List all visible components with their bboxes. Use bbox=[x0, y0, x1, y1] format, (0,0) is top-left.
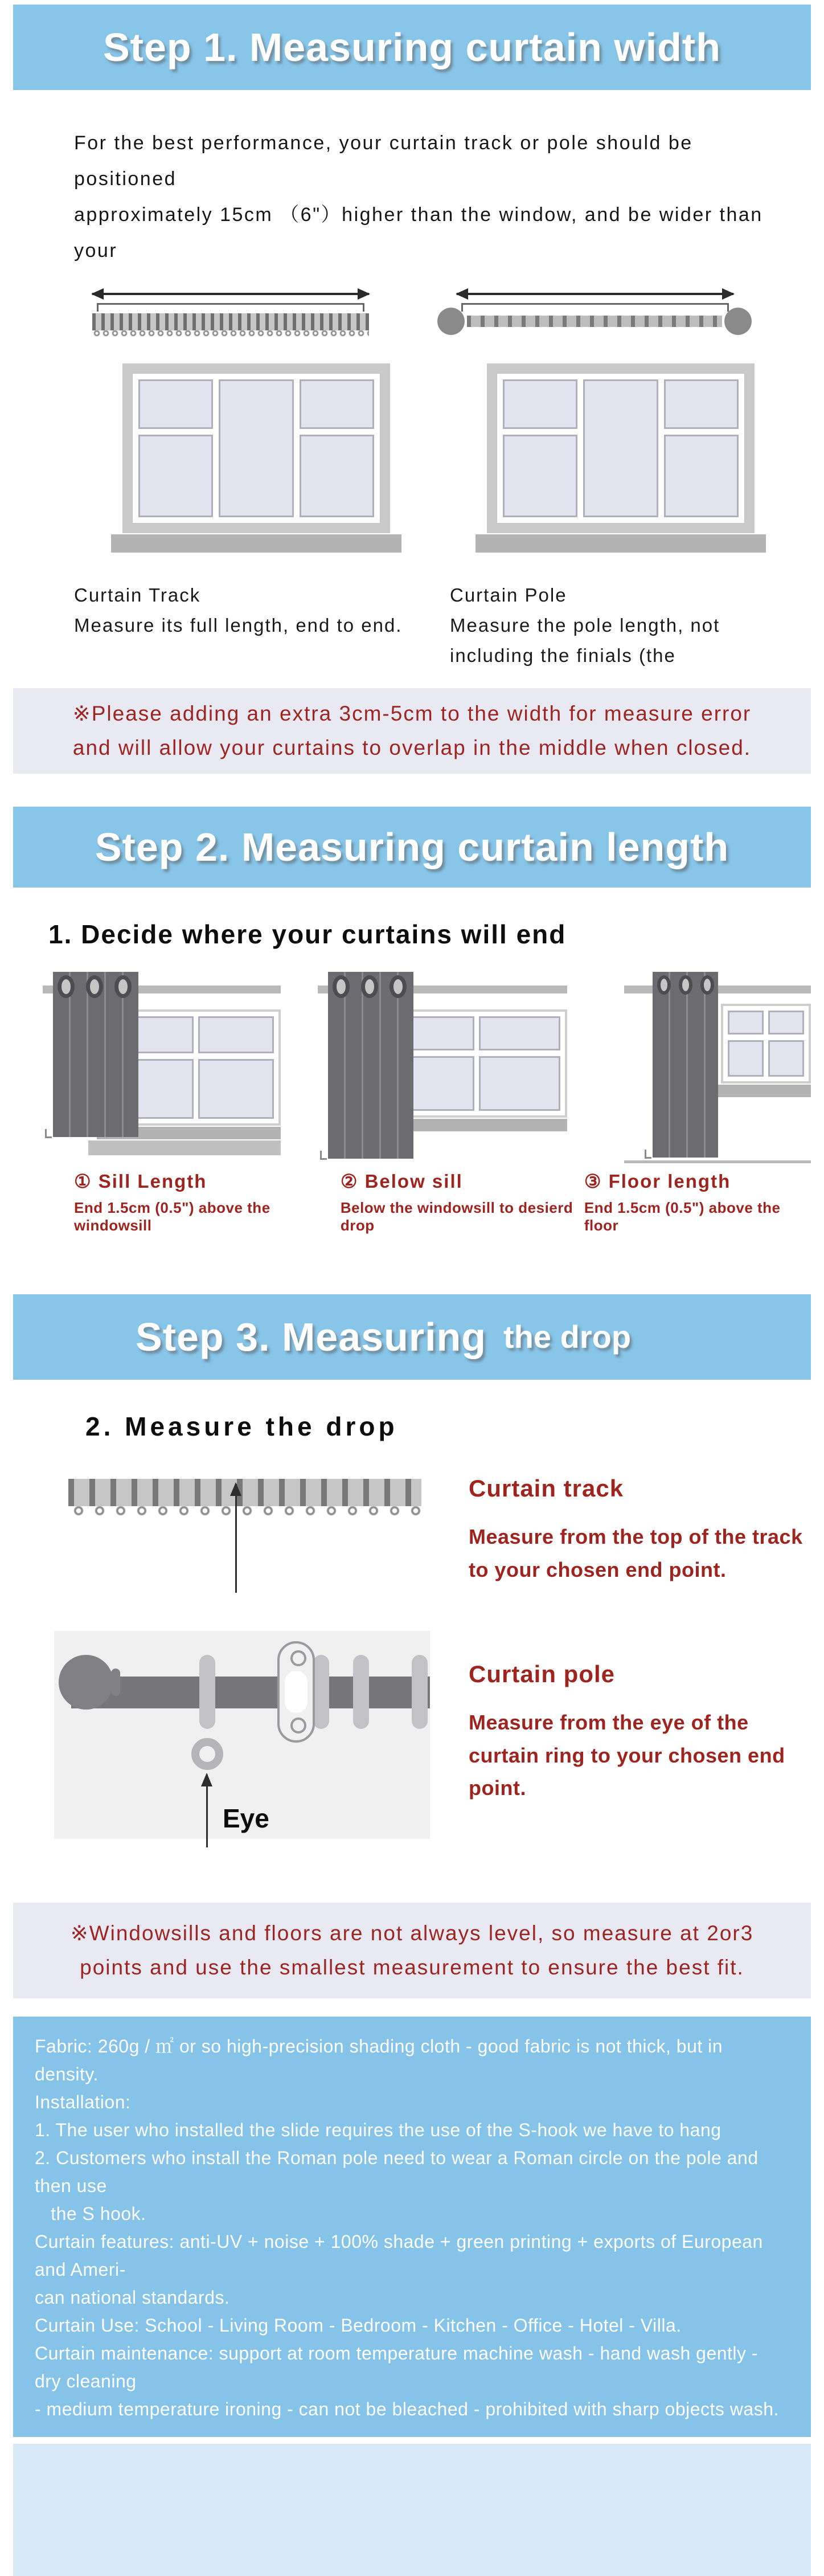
product-details-block bbox=[13, 2017, 811, 2437]
footer-line: can national standards. bbox=[35, 2287, 230, 2308]
curtain-ring-graphic bbox=[199, 1655, 215, 1729]
step3-banner-subtitle: the drop bbox=[503, 1319, 632, 1355]
measure-tick bbox=[45, 1129, 52, 1138]
step1-banner bbox=[13, 5, 811, 90]
footer-line: Curtain maintenance: support at room temperature machine wash - hand wash gently - dry cleaning bbox=[35, 2342, 764, 2391]
below-sill-caption bbox=[341, 1170, 584, 1234]
footer-line: Fabric: 260g / ㎡ or so high-precision shading cloth - good fabric is not thick, but in density. bbox=[35, 2035, 728, 2084]
footer-line: Installation: bbox=[35, 2091, 131, 2112]
intro-line-2: approximately 15cm （6"）higher than the window, and be wider than your bbox=[74, 203, 763, 261]
window-pane bbox=[479, 1056, 560, 1111]
step2-banner bbox=[13, 807, 811, 888]
curtain-track-caption bbox=[74, 580, 450, 671]
curtain-graphic bbox=[53, 972, 138, 1137]
step1-captions bbox=[13, 580, 811, 671]
step1-banner-title: Step 1. Measuring curtain width bbox=[103, 25, 721, 69]
footer-line: Curtain features: anti-UV + noise + 100% shade + green printing + exports of European and Ameri- bbox=[35, 2231, 769, 2280]
curtain-length-diagrams bbox=[13, 964, 811, 1163]
measure-bracket bbox=[461, 303, 729, 312]
window-pane bbox=[198, 1016, 274, 1053]
drop-arrow-icon bbox=[235, 1484, 237, 1593]
footer-line: Curtain Use: School - Living Room - Bedroom - Kitchen - Office - Hotel - Villa. bbox=[35, 2315, 682, 2336]
curtain-graphic bbox=[328, 972, 413, 1159]
floor-length-caption bbox=[584, 1170, 811, 1234]
footer-line: - medium temperature ironing - can not be bleached - prohibited with sharp objects wash. bbox=[35, 2398, 779, 2419]
pale-blue-footer-strip bbox=[13, 2444, 811, 2576]
curtain-track-caption-title: Curtain Track bbox=[74, 584, 201, 606]
eye-label: Eye bbox=[223, 1803, 269, 1833]
curtain-track-graphic bbox=[68, 1479, 421, 1506]
curtain-pole-caption bbox=[450, 580, 780, 671]
grommet-icon bbox=[657, 975, 671, 995]
window-pane bbox=[583, 379, 658, 517]
window-pane bbox=[664, 435, 739, 517]
step3-banner-title: Step 3. Measuring bbox=[136, 1314, 487, 1359]
sill-length-title: ① Sill Length bbox=[74, 1170, 207, 1192]
curtain-pole-text bbox=[469, 1661, 810, 1805]
pole-finial-icon bbox=[59, 1655, 113, 1710]
curtain-ring-graphic bbox=[412, 1655, 428, 1729]
floor-length-diagram bbox=[624, 964, 811, 1163]
window-pane bbox=[138, 435, 213, 517]
grommet-icon bbox=[390, 975, 407, 998]
note-line-2: and will allow your curtains to overlap in the middle when closed. bbox=[72, 735, 752, 759]
note-line-1: ※Windowsills and floors are not always level, so measure at 2or3 bbox=[70, 1921, 754, 1945]
pole-neck-graphic bbox=[111, 1669, 120, 1696]
grommet-icon bbox=[114, 975, 132, 998]
windowsill-graphic bbox=[111, 534, 401, 553]
note-line-2: points and use the smallest measurement to ensure the best fit. bbox=[80, 1955, 744, 1979]
footer-line: 2. Customers who install the Roman pole need to wear a Roman circle on the pole and then use bbox=[35, 2147, 764, 2196]
window-diagram-row bbox=[13, 277, 811, 569]
width-measure-note bbox=[13, 688, 811, 774]
window-pane bbox=[503, 379, 577, 429]
window-pane bbox=[768, 1040, 804, 1077]
curtain-ring-graphic bbox=[353, 1655, 369, 1729]
curtain-track-title: Curtain track bbox=[469, 1474, 624, 1502]
curtain-pole-caption-title: Curtain Pole bbox=[450, 584, 567, 606]
track-drop-section bbox=[13, 1459, 811, 1596]
pole-drop-section bbox=[13, 1631, 811, 1843]
measure-bracket bbox=[97, 303, 364, 312]
window-pane bbox=[728, 1040, 764, 1077]
curtain-track-caption-body: Measure its full length, end to end. bbox=[74, 615, 403, 636]
curtain-pole-body: Measure from the eye of the curtain ring to your chosen end point. bbox=[469, 1710, 785, 1800]
curtain-graphic bbox=[653, 972, 718, 1158]
step2-banner-title: Step 2. Measuring curtain length bbox=[95, 824, 729, 869]
window-graphic bbox=[721, 1004, 811, 1083]
curtain-track-diagram bbox=[57, 277, 410, 569]
eye-arrow-icon bbox=[206, 1774, 208, 1847]
curtain-track-body: Measure from the top of the track to your chosen end point. bbox=[469, 1524, 803, 1581]
sill-length-body: End 1.5cm (0.5") above the windowsill bbox=[74, 1199, 270, 1234]
step3-banner bbox=[13, 1294, 811, 1380]
window-pane bbox=[219, 379, 293, 517]
curtain-pole-diagram bbox=[421, 277, 774, 569]
step1-intro-text bbox=[74, 125, 790, 269]
wall-bracket-slot bbox=[285, 1671, 308, 1713]
curtain-pole-graphic bbox=[467, 316, 722, 327]
measure-tick bbox=[645, 1150, 651, 1159]
windowsill-graphic bbox=[475, 534, 766, 553]
sill-base-graphic bbox=[88, 1140, 281, 1155]
ring-eye-icon bbox=[191, 1738, 223, 1770]
curtain-pole-title: Curtain pole bbox=[469, 1660, 616, 1687]
floor-length-body: End 1.5cm (0.5") above the floor bbox=[584, 1199, 781, 1234]
floor-line-graphic bbox=[624, 1160, 811, 1163]
width-arrow-icon bbox=[457, 293, 733, 295]
window-pane bbox=[728, 1011, 764, 1035]
curtain-track-text bbox=[469, 1475, 810, 1586]
curtain-pole-closeup-diagram bbox=[54, 1631, 430, 1839]
below-sill-diagram bbox=[318, 964, 567, 1163]
windowsill-graphic bbox=[712, 1085, 811, 1097]
window-pane bbox=[198, 1059, 274, 1119]
window-pane bbox=[503, 435, 577, 517]
window-frame bbox=[497, 373, 745, 524]
floor-length-title: ③ Floor length bbox=[584, 1170, 731, 1192]
curtain-ring-graphic bbox=[313, 1655, 329, 1729]
step2-heading: 1. Decide where your curtains will end bbox=[48, 919, 567, 949]
curtain-track-graphic bbox=[92, 313, 369, 330]
window-frame bbox=[132, 373, 380, 524]
width-arrow-icon bbox=[92, 293, 369, 295]
pole-graphic bbox=[71, 1677, 430, 1708]
pole-finial-icon bbox=[724, 308, 752, 335]
below-sill-title: ② Below sill bbox=[340, 1170, 463, 1192]
footer-line: 1. The user who installed the slide requires the use of the S-hook we have to hang bbox=[35, 2119, 721, 2140]
footer-line: the S hook. bbox=[35, 2203, 146, 2224]
drop-measure-note bbox=[13, 1903, 811, 1998]
window-pane bbox=[300, 435, 374, 517]
window-pane bbox=[138, 379, 213, 429]
grommet-icon bbox=[361, 975, 378, 998]
window-graphic bbox=[487, 363, 755, 533]
window-pane bbox=[300, 379, 374, 429]
sill-length-diagram bbox=[43, 964, 281, 1163]
grommet-icon bbox=[333, 975, 350, 998]
window-pane bbox=[664, 379, 739, 429]
grommet-icon bbox=[700, 975, 714, 995]
measure-tick bbox=[320, 1151, 327, 1160]
grommet-icon bbox=[58, 975, 75, 998]
step3-heading: 2. Measure the drop bbox=[85, 1411, 398, 1441]
window-graphic bbox=[122, 363, 390, 533]
sill-length-caption bbox=[74, 1170, 341, 1234]
length-option-captions bbox=[13, 1170, 811, 1234]
curtain-measuring-guide bbox=[0, 5, 824, 2576]
curtain-pole-caption-body: Measure the pole length, not including the finials (the bbox=[450, 615, 720, 667]
window-pane bbox=[479, 1016, 560, 1050]
intro-line-1: For the best performance, your curtain track or pole should be positioned bbox=[74, 132, 693, 190]
grommet-icon bbox=[86, 975, 103, 998]
grommet-icon bbox=[679, 975, 692, 995]
pole-finial-icon bbox=[437, 308, 465, 335]
window-pane bbox=[768, 1011, 804, 1035]
below-sill-body: Below the windowsill to desierd drop bbox=[340, 1199, 573, 1234]
note-line-1: ※Please adding an extra 3cm-5cm to the width for measure error bbox=[72, 702, 752, 726]
